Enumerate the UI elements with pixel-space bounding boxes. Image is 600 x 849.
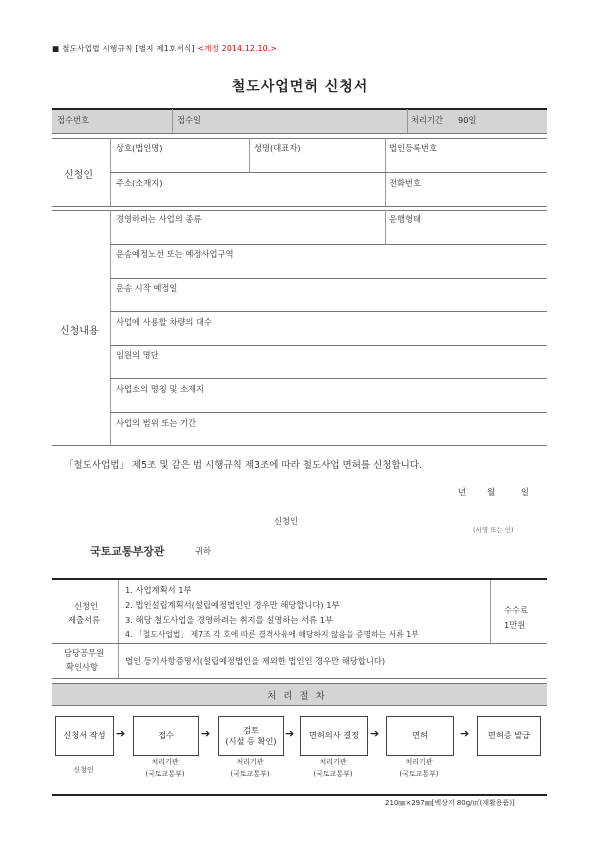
address-field[interactable]: 주소(소재지) xyxy=(116,178,163,188)
step-label: 면허증 발급 xyxy=(487,730,531,741)
date-month[interactable]: 월 xyxy=(487,487,496,497)
executives-field[interactable]: 임원의 명단 xyxy=(116,350,159,360)
corp-registration-field[interactable]: 법인등록번호 xyxy=(389,143,438,153)
company-name-field[interactable]: 상호(법인명) xyxy=(116,143,163,153)
form-ref-text: ■ 철도사업법 시행규칙 [별지 제1호서식] xyxy=(52,44,195,53)
document-item: 1. 사업계획서 1부 xyxy=(125,585,192,595)
step-sub-line: 처리기관 xyxy=(151,758,179,766)
step-sub-label: 신청인 xyxy=(73,766,94,774)
date-year[interactable]: 년 xyxy=(458,487,467,497)
processing-period-label: 처리기간 xyxy=(411,115,444,125)
applicant-section-label: 신청인 xyxy=(64,170,93,181)
date-day[interactable]: 일 xyxy=(521,487,530,497)
document-item: 2. 법인설립계획서(설립예정법인인 경우만 해당합니다) 1부 xyxy=(125,600,340,610)
step-box-receipt xyxy=(133,716,199,756)
step-box-license xyxy=(386,716,454,756)
arrow-right-icon: ➔ xyxy=(370,727,380,740)
receipt-number-label: 접수번호 xyxy=(57,115,90,125)
submit-docs-label-1: 신청인 xyxy=(74,601,99,611)
document-item: 4. 「철도사업법」 제7조 각 호에 따른 결격사유에 해당하지 않음을 증명하는 서류 1부 xyxy=(125,630,419,639)
processing-period-value: 90일 xyxy=(458,115,477,125)
fee-value: 1만원 xyxy=(504,620,526,630)
vehicle-count-field[interactable]: 사업에 사용할 차량의 대수 xyxy=(116,317,213,327)
step-box-review xyxy=(218,716,284,756)
submit-docs-label-2: 제출서류 xyxy=(68,615,101,625)
step-sub-line: 처리기관 xyxy=(236,758,264,766)
page-title: 철도사업면허 신청서 xyxy=(231,79,369,95)
revision-date: <개정 2014.12.10.> xyxy=(197,44,278,53)
step-label: 면허의사 결정 xyxy=(308,730,360,741)
business-type-field[interactable]: 경영하려는 사업의 종류 xyxy=(116,214,202,224)
declaration-statement: 「철도사업법」 제5조 및 같은 법 시행규칙 제3조에 따라 철도사업 면허를 신청합니다. xyxy=(64,460,422,471)
step-sub-label xyxy=(382,757,456,781)
step-label: 검토 (시설 등 확인) xyxy=(225,724,277,746)
representative-name-field[interactable]: 성명(대표자) xyxy=(254,143,301,153)
step-sub-line: (국토교통부) xyxy=(399,769,439,778)
officer-check-item: 법인 등기사항증명서(설립예정법인을 제외한 법인인 경우만 해당합니다) xyxy=(125,656,386,666)
step-sub-line: 처리기관 xyxy=(405,758,433,766)
procedure-heading: 처 리 절 차 xyxy=(267,691,327,702)
step-label: 면허 xyxy=(412,730,428,741)
step-sub-line: (국토교통부) xyxy=(313,769,353,778)
officer-check-label-2: 확인사항 xyxy=(66,662,99,672)
scope-field[interactable]: 사업의 범위 또는 기간 xyxy=(116,418,197,428)
step-sub-label xyxy=(128,757,202,781)
arrow-right-icon: ➔ xyxy=(285,727,295,740)
step-sub-line: (국토교통부) xyxy=(145,769,185,778)
honorific: 귀하 xyxy=(195,546,212,556)
step-sub-label xyxy=(213,757,287,781)
paper-spec: 210㎜×297㎜[백상지 80g/㎡(재활용품)] xyxy=(385,799,515,807)
fee-label: 수수료 xyxy=(504,605,529,615)
step-box-write xyxy=(55,716,114,756)
form-reference xyxy=(52,43,277,54)
arrow-right-icon: ➔ xyxy=(460,727,470,740)
arrow-right-icon: ➔ xyxy=(116,727,126,740)
step-sub-label xyxy=(296,757,370,781)
content-section-label: 신청내용 xyxy=(60,326,99,337)
operation-form-field[interactable]: 운행형태 xyxy=(389,214,422,224)
step-label: 접수 xyxy=(158,730,174,741)
arrow-right-icon: ➔ xyxy=(201,727,211,740)
step-label: 신청서 작성 xyxy=(63,730,106,741)
route-field[interactable]: 운송예정노선 또는 예정사업구역 xyxy=(116,249,234,259)
start-date-field[interactable]: 운송 시작 예정일 xyxy=(116,283,178,293)
step-box-issue xyxy=(477,716,541,756)
officer-check-label-1: 담당공무원 xyxy=(64,648,105,658)
applicant-signature-label: 신청인 xyxy=(274,516,299,526)
signature-hint[interactable]: (서명 또는 인) xyxy=(473,526,514,534)
document-item: 3. 해당 철도사업을 경영하려는 취지를 설명하는 서류 1부 xyxy=(125,615,333,625)
step-sub-line: (국토교통부) xyxy=(230,769,270,778)
recipient: 국토교통부장관 xyxy=(90,545,165,558)
step-box-decision xyxy=(300,716,368,756)
receipt-date-label: 접수일 xyxy=(177,115,202,125)
office-field[interactable]: 사업소의 명칭 및 소재지 xyxy=(116,384,205,394)
step-sub-line: 처리기관 xyxy=(319,758,347,766)
phone-field[interactable]: 전화번호 xyxy=(389,178,422,188)
